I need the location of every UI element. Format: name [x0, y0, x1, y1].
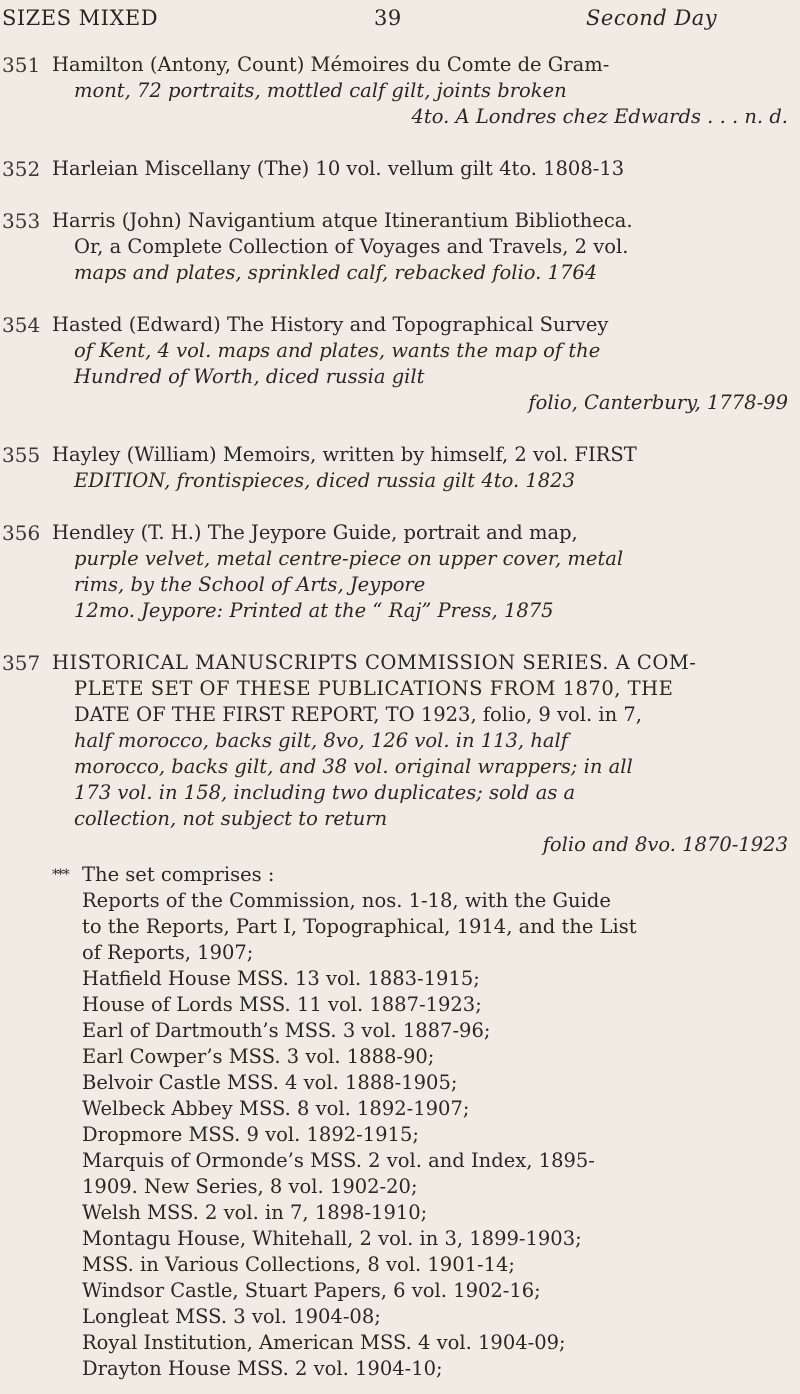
- lot-number: 351: [2, 53, 41, 77]
- lot-description: EDITION, frontispieces, diced russia gilt 4to. 1823: [74, 469, 575, 492]
- lot-entry: [0, 156, 800, 182]
- lot-number: 353: [2, 209, 41, 233]
- lot-description-cont: maps and plates, sprinkled calf, rebacked folio. 1764: [74, 261, 598, 284]
- contents-item: Dropmore MSS. 9 vol. 1892-1915;: [82, 1123, 419, 1146]
- contents-item: Earl of Dartmouth’s MSS. 3 vol. 1887-96;: [82, 1019, 491, 1042]
- lot-imprint: folio and 8vo. 1870-1923: [542, 833, 788, 856]
- lot-number: 352: [2, 157, 41, 181]
- lot-description-line: DATE OF THE FIRST REPORT, TO 1923, folio, 9 vol. in 7,: [74, 703, 643, 726]
- contents-intro: [52, 862, 788, 888]
- lot-entry: [0, 52, 800, 130]
- lot-description-line: morocco, backs gilt, and 38 vol. original wrappers; in all: [74, 755, 633, 778]
- lot-description: mont, 72 portraits, mottled calf gilt, joints broken: [74, 79, 567, 102]
- page-number: 39: [374, 6, 402, 30]
- lot-number: 354: [2, 313, 41, 337]
- lot-entry: [0, 208, 800, 286]
- contents-item: Hatfield House MSS. 13 vol. 1883-1915;: [82, 967, 480, 990]
- lot-title: Harleian Miscellany (The) 10 vol. vellum gilt 4to. 1808-13: [52, 157, 625, 180]
- contents-item: MSS. in Various Collections, 8 vol. 1901-14;: [82, 1253, 515, 1276]
- lot-title: HISTORICAL MANUSCRIPTS COMMISSION SERIES. A COM-: [52, 651, 697, 674]
- lot-title: Harris (John) Navigantium atque Itinerantium Bibliotheca.: [52, 209, 633, 232]
- contents-item: Drayton House MSS. 2 vol. 1904-10;: [82, 1357, 443, 1380]
- contents-item: Longleat MSS. 3 vol. 1904-08;: [82, 1305, 381, 1328]
- lot-description: Or, a Complete Collection of Voyages and Travels, 2 vol.: [74, 235, 629, 258]
- running-header: [0, 6, 800, 36]
- header-sizes-mixed: SIZES MIXED: [2, 6, 159, 30]
- set-contents: [52, 862, 788, 1382]
- lot-imprint: 12mo. Jeypore: Printed at the “ Raj” Press, 1875: [74, 599, 554, 622]
- lot-description-cont: Hundred of Worth, diced russia gilt: [74, 365, 425, 388]
- contents-item: Marquis of Ormonde’s MSS. 2 vol. and Index, 1895-: [82, 1149, 595, 1172]
- lot-description: purple velvet, metal centre-piece on upper cover, metal: [74, 547, 624, 570]
- header-day: Second Day: [586, 6, 718, 30]
- lot-number: 356: [2, 521, 41, 545]
- contents-item: Welbeck Abbey MSS. 8 vol. 1892-1907;: [82, 1097, 470, 1120]
- contents-item: of Reports, 1907;: [82, 941, 254, 964]
- lot-imprint: 4to. A Londres chez Edwards . . . n. d.: [411, 105, 788, 128]
- contents-item: Montagu House, Whitehall, 2 vol. in 3, 1899-1903;: [82, 1227, 582, 1250]
- lot-description-line: half morocco, backs gilt, 8vo, 126 vol. in 113, half: [74, 729, 568, 752]
- lot-title: Hamilton (Antony, Count) Mémoires du Comte de Gram-: [52, 53, 610, 76]
- lot-description-cont: rims, by the School of Arts, Jeypore: [74, 573, 426, 596]
- asterism: ** *: [52, 867, 68, 883]
- contents-item: 1909. New Series, 8 vol. 1902-20;: [82, 1175, 418, 1198]
- lot-number: 357: [2, 651, 41, 675]
- lot-imprint: folio, Canterbury, 1778-99: [528, 391, 788, 414]
- lot-description: of Kent, 4 vol. maps and plates, wants the map of the: [74, 339, 601, 362]
- lot-number: 355: [2, 443, 41, 467]
- contents-item: Reports of the Commission, nos. 1-18, with the Guide: [82, 889, 611, 912]
- lot-entry: [0, 442, 800, 494]
- contents-item: to the Reports, Part I, Topographical, 1914, and the List: [82, 915, 637, 938]
- lot-title: Hendley (T. H.) The Jeypore Guide, portrait and map,: [52, 521, 578, 544]
- contents-item: Welsh MSS. 2 vol. in 7, 1898-1910;: [82, 1201, 428, 1224]
- contents-item: House of Lords MSS. 11 vol. 1887-1923;: [82, 993, 482, 1016]
- lot-description-line: 173 vol. in 158, including two duplicates; sold as a: [74, 781, 576, 804]
- lot-title: Hayley (William) Memoirs, written by himself, 2 vol. FIRST: [52, 443, 637, 466]
- lot-entry: [0, 312, 800, 416]
- lot-title: Hasted (Edward) The History and Topographical Survey: [52, 313, 609, 336]
- lot-description-line: collection, not subject to return: [74, 807, 388, 830]
- contents-item: Windsor Castle, Stuart Papers, 6 vol. 1902-16;: [82, 1279, 541, 1302]
- lot-list: [0, 52, 800, 1382]
- contents-item: Royal Institution, American MSS. 4 vol. 1904-09;: [82, 1331, 566, 1354]
- lot-entry: [0, 520, 800, 624]
- lot-entry: [0, 650, 800, 858]
- contents-item: Earl Cowper’s MSS. 3 vol. 1888-90;: [82, 1045, 435, 1068]
- contents-intro-text: The set comprises :: [82, 863, 275, 886]
- lot-description-line: PLETE SET OF THESE PUBLICATIONS FROM 1870, THE: [74, 677, 674, 700]
- contents-item: Belvoir Castle MSS. 4 vol. 1888-1905;: [82, 1071, 458, 1094]
